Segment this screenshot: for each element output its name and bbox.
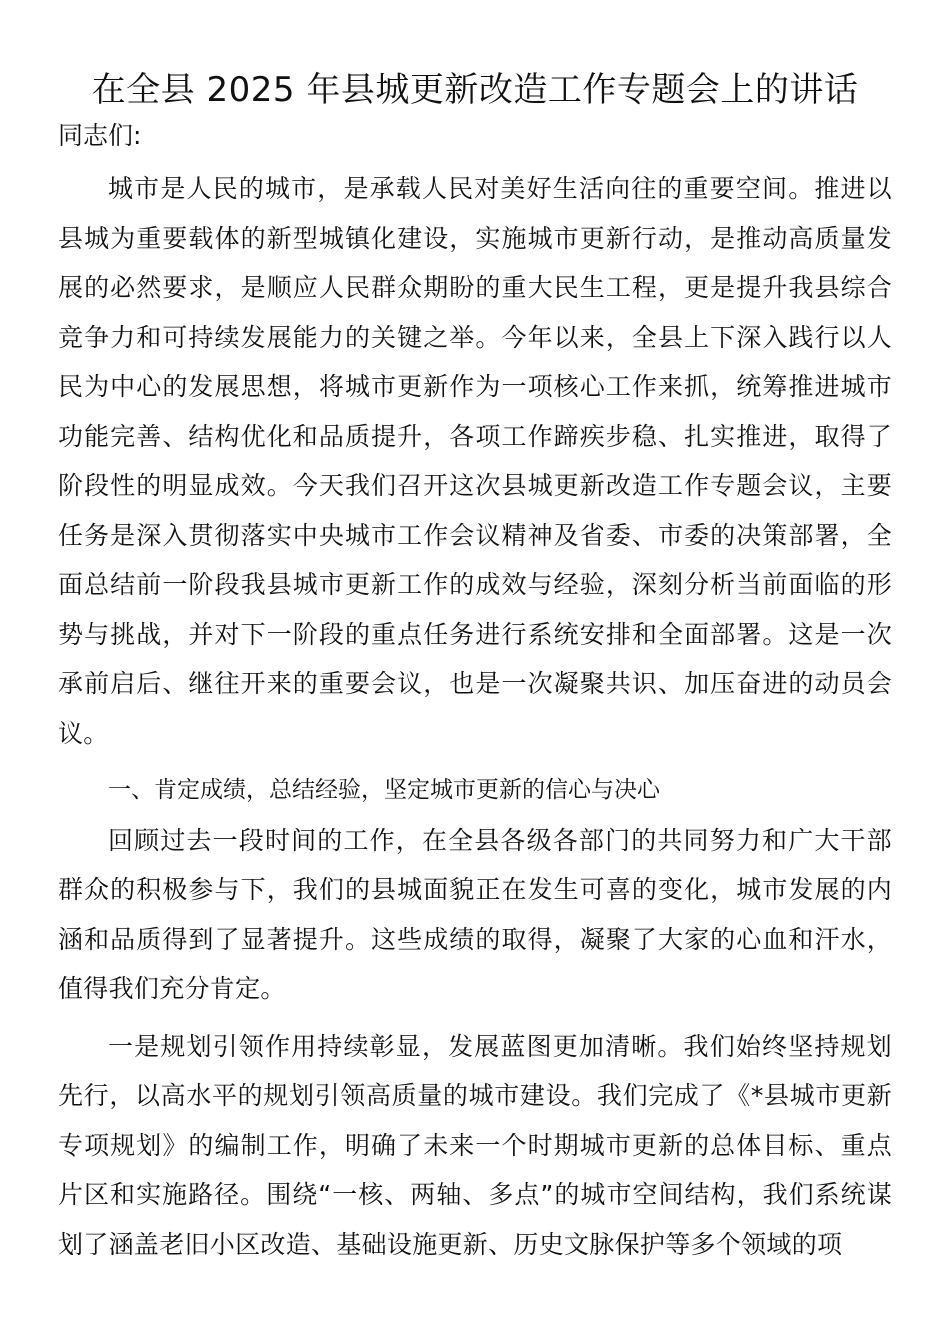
intro-paragraph: 城市是人民的城市，是承载人民对美好生活向往的重要空间。推进以县城为重要载体的新型城镇化建设，实施城市更新行动，是推动高质量发展的必然要求，是顺应人民群众期盼的重大民生工程，更是提升我县综合竞争力和可持续发展能力的关键之举。今年以来，全县上下深入践行以人民为中心的发展思想，将城市更新作为一项核心工作来抓，统筹推进城市功能完善、结构优化和品质提升，各项工作蹄疾步稳、扎实推进，取得了阶段性的明显成效。今天我们召开这次县城更新改造工作专题会议，主要任务是深入贯彻落实中央城市工作会议精神及省委、市委的决策部署，全面总结前一阶段我县城市更新工作的成效与经验，深刻分析当前面临的形势与挑战，并对下一阶段的重点任务进行系统安排和全面部署。这是一次承前启后、继往开来的重要会议，也是一次凝聚共识、加压奋进的动员会议。 [58,174,892,748]
section1-paragraph-2: 一是规划引领作用持续彰显，发展蓝图更加清晰。我们始终坚持规划先行，以高水平的规划引领高质量的城市建设。我们完成了《*县城市更新专项规划》的编制工作，明确了未来一个时期城市更新的总体目标、重点片区和实施路径。围绕“一核、两轴、多点”的城市空间结构，我们系统谋划了涵盖老旧小区改造、基础设施更新、历史文脉保护等多个领域的项 [58,1031,892,1259]
section1-paragraph-1: 回顾过去一段时间的工作，在全县各级各部门的共同努力和广大干部群众的积极参与下，我们的县城面貌正在发生可喜的变化，城市发展的内涵和品质得到了显著提升。这些成绩的取得，凝聚了大家的心血和汗水，值得我们充分肯定。 [58,825,892,1003]
spacer [58,758,892,766]
document-page [58,64,892,1269]
spacer [58,156,892,164]
section-heading-1: 一、肯定成绩，总结经验，坚定城市更新的信心与决心 [108,777,660,803]
salutation: 同志们: [58,121,142,150]
document-title: 在全县 2025 年县城更新改造工作专题会上的讲话 [91,70,859,110]
spacer [58,1014,892,1022]
